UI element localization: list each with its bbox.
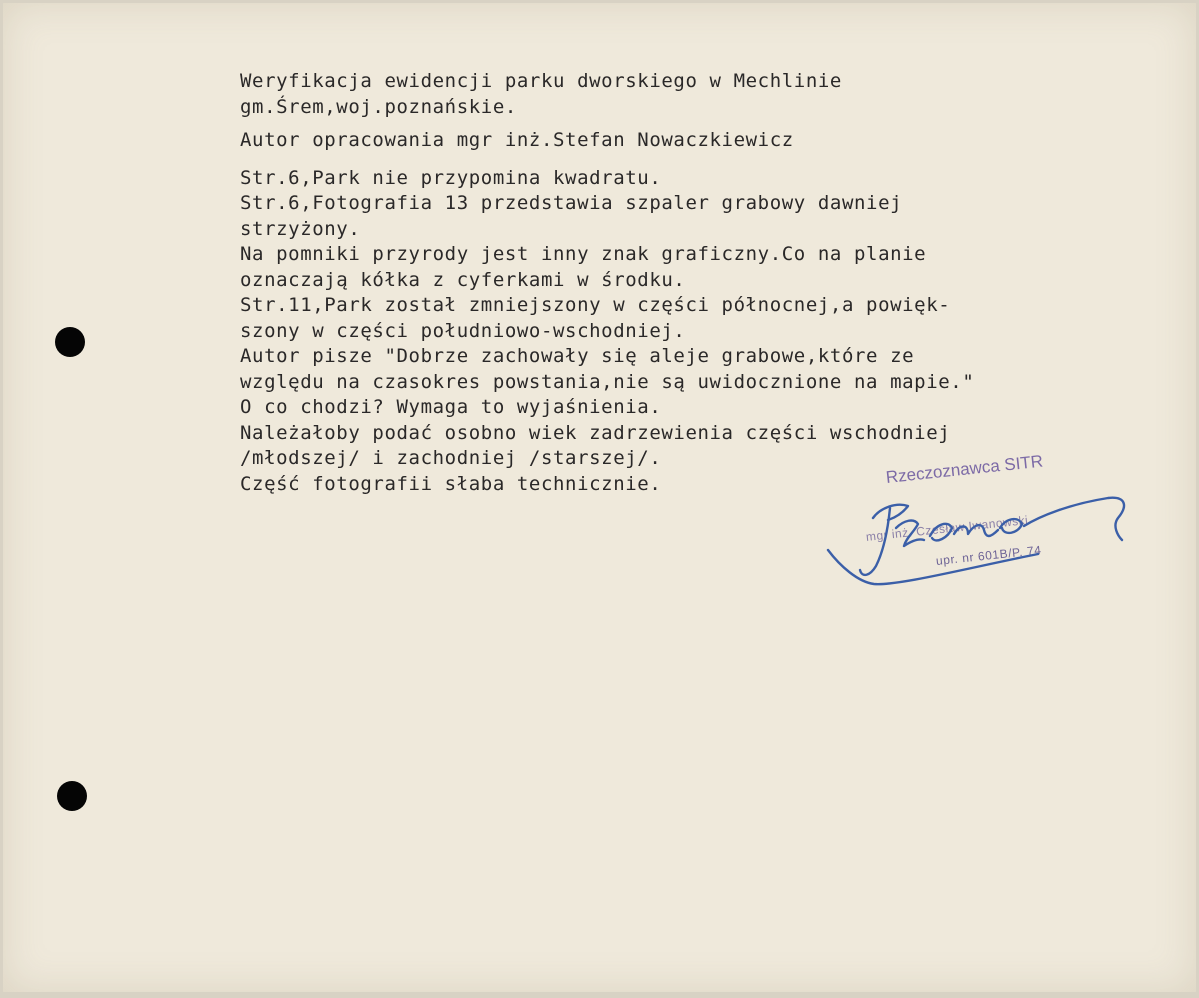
stamp-title: Rzeczoznawca SITR	[884, 451, 1044, 487]
remark-line: względu na czasokres powstania,nie są uwidocznione na mapie."	[240, 370, 975, 393]
remark-line: O co chodzi? Wymaga to wyjaśnienia.	[240, 396, 662, 418]
remark-line: /młodszej/ i zachodniej /starszej/.	[240, 447, 662, 469]
author-line: Autor opracowania mgr inż.Stefan Nowaczkiewicz	[240, 129, 794, 151]
remark-line: Str.6,Fotografia 13 przedstawia szpaler grabowy dawniej	[240, 192, 903, 214]
punch-hole	[57, 781, 87, 811]
remark-line: Str.6,Park nie przypomina kwadratu.	[240, 166, 662, 189]
punch-hole	[55, 327, 85, 357]
document-page	[3, 3, 1196, 992]
expert-stamp	[818, 451, 1138, 608]
typewritten-text	[240, 69, 1140, 497]
remark-line: Część fotografii słaba technicznie.	[240, 472, 662, 495]
remark-line: oznaczają kółka z cyferkami w środku.	[240, 268, 686, 291]
stamp-registration: upr. nr 601B/P. 74	[935, 542, 1043, 568]
remark-line: Autor pisze "Dobrze zachowały się aleje grabowe,które ze	[240, 345, 915, 367]
stamp-name: mgr inż. Czesław Iwanowski	[865, 512, 1029, 544]
remark-line: strzyżony.	[240, 217, 361, 240]
remark-line: szony w części południowo-wschodniej.	[240, 319, 686, 342]
remark-line: Str.11,Park został zmniejszony w części północnej,a powięk-	[240, 294, 951, 316]
remark-line: Należałoby podać osobno wiek zadrzewienia części wschodniej	[240, 421, 951, 444]
heading-line: gm.Śrem,woj.poznańskie.	[240, 95, 517, 118]
heading-line: Weryfikacja ewidencji parku dworskiego w Mechlinie	[240, 70, 842, 92]
remark-line: Na pomniki przyrody jest inny znak graficzny.Co na planie	[240, 243, 927, 265]
handwritten-signature	[818, 458, 1138, 608]
